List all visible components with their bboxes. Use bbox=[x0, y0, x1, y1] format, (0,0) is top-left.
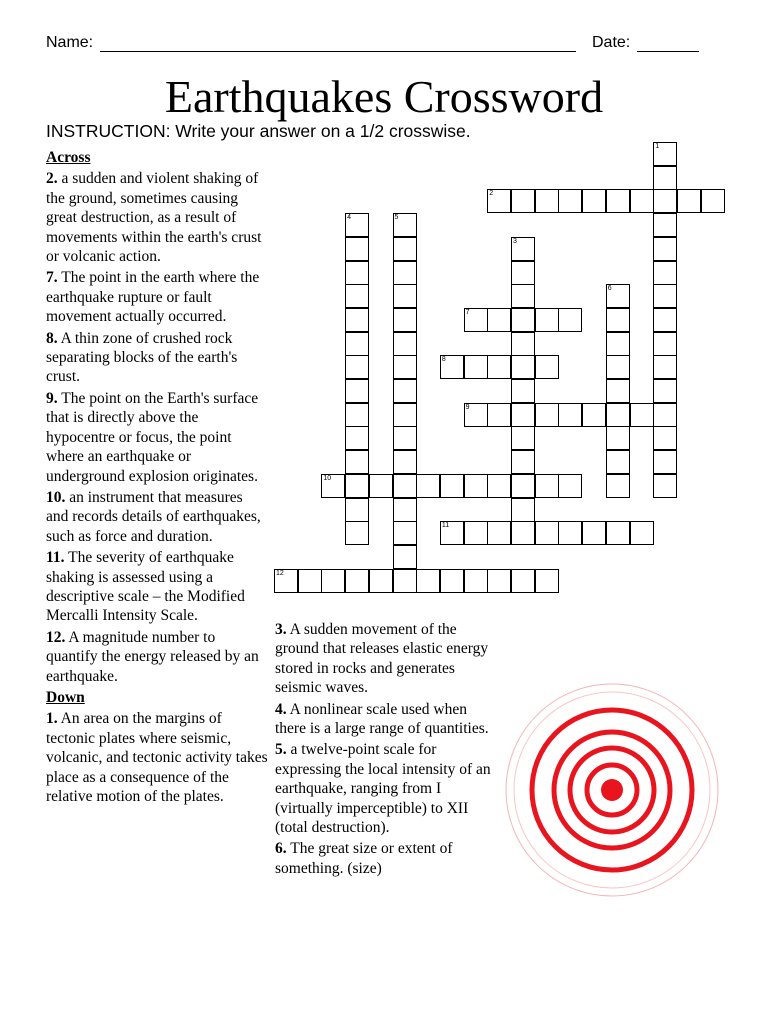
crossword-cell[interactable] bbox=[345, 355, 369, 379]
crossword-cell[interactable] bbox=[274, 569, 298, 593]
clue-down-1: 1. An area on the margins of tectonic plates where seismic, volcanic, and tectonic activity takes place as a consequence of the relative motion of the plates. bbox=[46, 710, 268, 805]
crossword-cell[interactable] bbox=[511, 237, 535, 261]
cell-number: 8 bbox=[441, 356, 446, 364]
down-heading: Down bbox=[46, 688, 85, 706]
crossword-cell[interactable] bbox=[345, 450, 369, 474]
crossword-cell[interactable] bbox=[487, 403, 511, 427]
crossword-cell[interactable] bbox=[393, 332, 417, 356]
crossword-cell[interactable] bbox=[464, 355, 488, 379]
crossword-cell[interactable] bbox=[511, 426, 535, 450]
crossword-cell[interactable] bbox=[653, 189, 677, 213]
cell-number: 3 bbox=[513, 237, 517, 245]
crossword-cell[interactable] bbox=[511, 379, 535, 403]
crossword-cell[interactable] bbox=[582, 189, 606, 213]
clue-down-3: 3. A sudden movement of the ground that releases elastic energy stored in rocks and generates seismic waves. bbox=[275, 621, 489, 697]
clue-across-7: 7. The point in the earth where the earthquake rupture or fault movement actually occurred. bbox=[46, 269, 260, 326]
crossword-cell[interactable] bbox=[393, 284, 417, 308]
crossword-cell[interactable] bbox=[653, 213, 677, 237]
crossword-cell[interactable] bbox=[440, 355, 464, 379]
crossword-cell[interactable] bbox=[511, 189, 535, 213]
crossword-cell[interactable] bbox=[345, 261, 369, 285]
crossword-cell[interactable] bbox=[393, 498, 417, 522]
crossword-cell[interactable] bbox=[416, 569, 440, 593]
crossword-cell[interactable] bbox=[464, 403, 488, 427]
date-field-row bbox=[592, 34, 699, 52]
date-label: Date: bbox=[592, 34, 631, 51]
clue-down-4: 4. A nonlinear scale used when there is a large range of quantities. bbox=[275, 700, 489, 738]
crossword-cell[interactable] bbox=[606, 379, 630, 403]
crossword-cell[interactable] bbox=[535, 403, 559, 427]
clue-down-6: 6. The great size or extent of something. (size) bbox=[275, 840, 453, 877]
crossword-cell[interactable] bbox=[393, 213, 417, 237]
crossword-cell[interactable] bbox=[653, 450, 677, 474]
cell-number: 6 bbox=[607, 285, 612, 293]
crossword-cell[interactable] bbox=[653, 355, 677, 379]
crossword-cell[interactable] bbox=[511, 308, 535, 332]
cell-number: 7 bbox=[465, 308, 470, 316]
crossword-cell[interactable] bbox=[535, 308, 559, 332]
name-line[interactable] bbox=[100, 37, 576, 52]
crossword-cell[interactable] bbox=[345, 474, 369, 498]
crossword-cell[interactable] bbox=[393, 545, 417, 569]
crossword-cell[interactable] bbox=[321, 474, 345, 498]
crossword-cell[interactable] bbox=[369, 474, 393, 498]
crossword-cell[interactable] bbox=[653, 379, 677, 403]
crossword-cell[interactable] bbox=[393, 308, 417, 332]
crossword-cell[interactable] bbox=[511, 569, 535, 593]
crossword-cell[interactable] bbox=[393, 450, 417, 474]
crossword-cell[interactable] bbox=[606, 521, 630, 545]
crossword-cell[interactable] bbox=[511, 474, 535, 498]
crossword-cell[interactable] bbox=[558, 403, 582, 427]
clue-across-12: 12. A magnitude number to quantify the energy released by an earthquake. bbox=[46, 628, 259, 685]
crossword-cell[interactable] bbox=[440, 521, 464, 545]
crossword-cell[interactable] bbox=[416, 474, 440, 498]
crossword-cell[interactable] bbox=[487, 474, 511, 498]
crossword-cell[interactable] bbox=[511, 261, 535, 285]
crossword-cell[interactable] bbox=[535, 521, 559, 545]
crossword-cell[interactable] bbox=[345, 379, 369, 403]
crossword-cell[interactable] bbox=[677, 189, 701, 213]
crossword-cell[interactable] bbox=[558, 521, 582, 545]
crossword-cell[interactable] bbox=[558, 474, 582, 498]
crossword-cell[interactable] bbox=[606, 355, 630, 379]
crossword-cell[interactable] bbox=[393, 379, 417, 403]
cell-number: 11 bbox=[441, 522, 450, 530]
crossword-cell[interactable] bbox=[345, 403, 369, 427]
crossword-cell[interactable] bbox=[653, 237, 677, 261]
crossword-cell[interactable] bbox=[511, 403, 535, 427]
crossword-cell[interactable] bbox=[487, 308, 511, 332]
down-clue-list bbox=[275, 620, 501, 880]
name-field-row bbox=[46, 34, 576, 52]
crossword-cell[interactable] bbox=[653, 403, 677, 427]
crossword-cell[interactable] bbox=[606, 284, 630, 308]
clue-across-9: 9. The point on the Earth's surface that is directly above the hypocentre or focus, the point where an earthquake or underground explosion originates. bbox=[46, 389, 259, 485]
crossword-cell[interactable] bbox=[582, 403, 606, 427]
clue-across-2: 2. a sudden and violent shaking of the ground, sometimes causing great destruction, as a result of movements within the earth's crust or volcanic action. bbox=[46, 170, 262, 266]
crossword-cell[interactable] bbox=[606, 189, 630, 213]
cell-number: 1 bbox=[655, 143, 660, 150]
crossword-cell[interactable] bbox=[393, 261, 417, 285]
crossword-cell[interactable] bbox=[298, 569, 322, 593]
target-center bbox=[601, 779, 623, 801]
crossword-cell[interactable] bbox=[487, 521, 511, 545]
crossword-cell[interactable] bbox=[653, 261, 677, 285]
crossword-cell[interactable] bbox=[630, 403, 654, 427]
crossword-cell[interactable] bbox=[393, 355, 417, 379]
crossword-cell[interactable] bbox=[653, 142, 677, 166]
crossword-cell[interactable] bbox=[393, 426, 417, 450]
instruction-text: INSTRUCTION: Write your answer on a 1/2 crosswise. bbox=[46, 121, 471, 141]
crossword-cell[interactable] bbox=[345, 237, 369, 261]
crossword-cell[interactable] bbox=[653, 332, 677, 356]
crossword-cell[interactable] bbox=[487, 569, 511, 593]
crossword-cell[interactable] bbox=[393, 521, 417, 545]
cell-number: 2 bbox=[489, 190, 494, 198]
crossword-cell[interactable] bbox=[558, 189, 582, 213]
crossword-cell[interactable] bbox=[511, 355, 535, 379]
date-line[interactable] bbox=[637, 37, 699, 52]
cell-number: 10 bbox=[323, 474, 332, 482]
crossword-cell[interactable] bbox=[558, 308, 582, 332]
crossword-cell[interactable] bbox=[653, 474, 677, 498]
crossword-cell[interactable] bbox=[653, 308, 677, 332]
crossword-cell[interactable] bbox=[701, 189, 725, 213]
crossword-cell[interactable] bbox=[345, 284, 369, 308]
crossword-cell[interactable] bbox=[606, 332, 630, 356]
crossword-cell[interactable] bbox=[440, 569, 464, 593]
across-heading: Across bbox=[46, 149, 91, 166]
cell-number: 12 bbox=[276, 569, 284, 577]
crossword-cell[interactable] bbox=[606, 308, 630, 332]
crossword-cell[interactable] bbox=[393, 237, 417, 261]
crossword-cell[interactable] bbox=[535, 474, 559, 498]
crossword-cell[interactable] bbox=[464, 474, 488, 498]
clue-across-8: 8. A thin zone of crushed rock separating blocks of the earth's crust. bbox=[46, 329, 238, 386]
crossword-cell[interactable] bbox=[369, 569, 393, 593]
page-title: Earthquakes Crossword bbox=[164, 71, 604, 122]
crossword-cell[interactable] bbox=[345, 332, 369, 356]
crossword-cell[interactable] bbox=[630, 521, 654, 545]
crossword-cell[interactable] bbox=[582, 521, 606, 545]
crossword-cell[interactable] bbox=[487, 355, 511, 379]
crossword-cell[interactable] bbox=[345, 426, 369, 450]
crossword-cell[interactable] bbox=[630, 189, 654, 213]
crossword-cell[interactable] bbox=[345, 569, 369, 593]
crossword-cell[interactable] bbox=[464, 308, 488, 332]
crossword-cell[interactable] bbox=[511, 332, 535, 356]
crossword-cell[interactable] bbox=[535, 569, 559, 593]
crossword-cell[interactable] bbox=[606, 474, 630, 498]
crossword-cell[interactable] bbox=[535, 189, 559, 213]
across-clue-list bbox=[46, 148, 268, 808]
cell-number: 9 bbox=[465, 403, 470, 411]
crossword-cell[interactable] bbox=[653, 426, 677, 450]
crossword-cell[interactable] bbox=[345, 308, 369, 332]
crossword-cell[interactable] bbox=[464, 521, 488, 545]
crossword-cell[interactable] bbox=[321, 569, 345, 593]
crossword-cell[interactable] bbox=[345, 521, 369, 545]
crossword-cell[interactable] bbox=[487, 189, 511, 213]
name-label: Name: bbox=[46, 34, 94, 51]
clue-across-11: 11. The severity of earthquake shaking is assessed using a descriptive scale – the Modified Mercalli Intensity Scale. bbox=[46, 549, 245, 625]
clue-down-5: 5. a twelve-point scale for expressing the local intensity of an earthquake, ranging from I (virtually imperceptible) to XII (total destruction). bbox=[275, 741, 491, 837]
crossword-cell[interactable] bbox=[440, 474, 464, 498]
clue-across-10: 10. an instrument that measures and records details of earthquakes, such as force and duration. bbox=[46, 488, 261, 545]
crossword-cell[interactable] bbox=[653, 284, 677, 308]
crossword-cell[interactable] bbox=[606, 426, 630, 450]
cell-number: 5 bbox=[394, 214, 399, 222]
crossword-cell[interactable] bbox=[511, 498, 535, 522]
crossword-cell[interactable] bbox=[464, 569, 488, 593]
crossword-cell[interactable] bbox=[511, 284, 535, 308]
cell-number: 4 bbox=[347, 214, 351, 222]
crossword-cell[interactable] bbox=[393, 569, 417, 593]
concentric-target-icon bbox=[503, 681, 721, 899]
crossword-cell[interactable] bbox=[606, 450, 630, 474]
crossword-cell[interactable] bbox=[511, 521, 535, 545]
crossword-cell[interactable] bbox=[393, 403, 417, 427]
crossword-cell[interactable] bbox=[345, 498, 369, 522]
crossword-cell[interactable] bbox=[606, 403, 630, 427]
crossword-cell[interactable] bbox=[653, 166, 677, 190]
crossword-cell[interactable] bbox=[345, 213, 369, 237]
crossword-cell[interactable] bbox=[535, 355, 559, 379]
crossword-cell[interactable] bbox=[393, 474, 417, 498]
crossword-cell[interactable] bbox=[511, 450, 535, 474]
